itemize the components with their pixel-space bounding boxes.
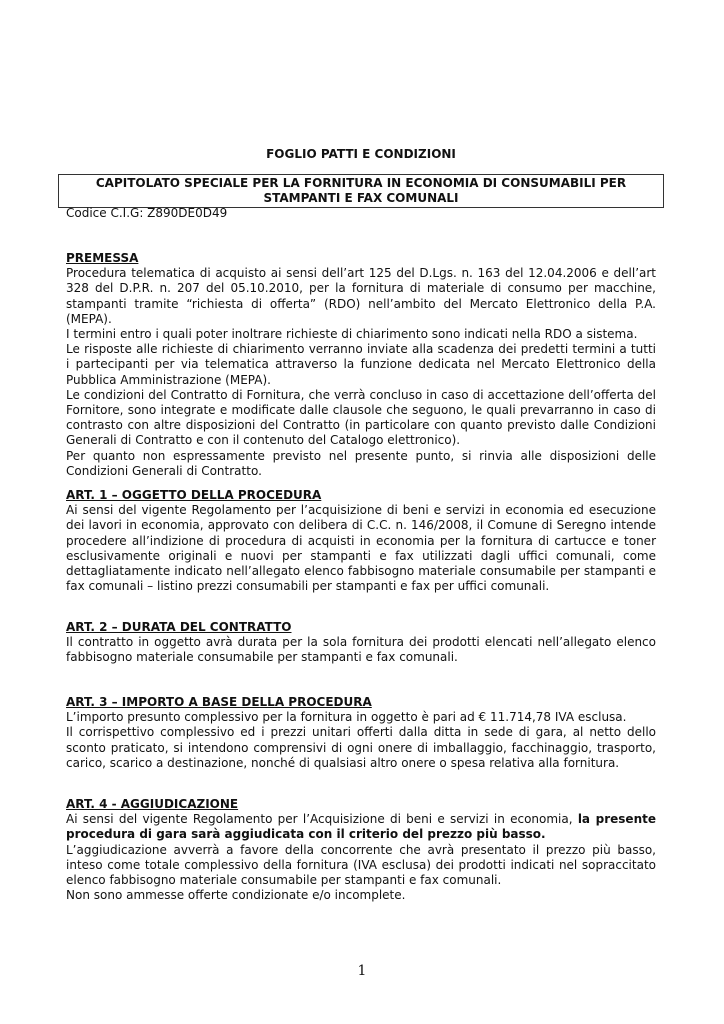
paragraph: Le condizioni del Contratto di Fornitura, che verrà concluso in caso di accettazione dell’offerta del Fornitore, sono integrate e modificate dalle clausole che seguono, le quali prevarranno in caso di contrasto con altre disposizioni del Contratto (in particolare con quanto previsto dalle Condizioni Generali di Contratto e con il contenuto del Catalogo elettronico). bbox=[66, 387, 656, 448]
page-number: 1 bbox=[357, 963, 367, 979]
section-art2 bbox=[66, 620, 656, 666]
bold-text: la presente procedura di gara sarà aggiudicata con il criterio del prezzo più basso. bbox=[66, 812, 656, 842]
paragraph: I termini entro i quali poter inoltrare richieste di chiarimento sono indicati nella RDO a sistema. bbox=[66, 327, 638, 342]
section-art4 bbox=[66, 797, 656, 903]
section-heading: ART. 4 - AGGIUDICAZIONE bbox=[66, 797, 239, 811]
section-heading: ART. 1 – OGGETTO DELLA PROCEDURA bbox=[66, 488, 322, 502]
section-heading: ART. 3 – IMPORTO A BASE DELLA PROCEDURA bbox=[66, 695, 372, 709]
paragraph: Procedura telematica di acquisto ai sensi dell’art 125 del D.Lgs. n. 163 del 12.04.2006 e dell’art 328 del D.P.R. n. 207 del 05.10.2010, per la fornitura di materiale di consumo per macchine, stampanti tramite “richiesta di offerta” (RDO) nell’ambito del Mercato Elettronico della P.A. (MEPA). bbox=[66, 266, 656, 326]
paragraph: Il contratto in oggetto avrà durata per la sola fornitura dei prodotti elencati nell’allegato elenco fabbisogno materiale consumabile per stampanti e fax comunali. bbox=[66, 635, 656, 665]
section-art1 bbox=[66, 488, 656, 594]
paragraph-text: Ai sensi del vigente Regolamento per l’Acquisizione di beni e servizi in economia, bbox=[66, 812, 578, 827]
paragraph: Il corrispettivo complessivo ed i prezzi unitari offerti dalla ditta in sede di gara, al netto dello sconto praticato, si intendono comprensivi di ogni onere di imballaggio, facchinaggio, trasporto, carico, scarico a destinazione, nonché di qualsiasi altro onere o spesa relativa alla fornitura. bbox=[66, 725, 656, 770]
paragraph: L’aggiudicazione avverrà a favore della concorrente che avrà presentato il prezzo più basso, inteso come totale complessivo della fornitura (IVA esclusa) dei prodotti indicati nel sopraccitato elenco fabbisogno materiale consumabile per stampanti e fax comunali. bbox=[66, 842, 656, 888]
section-premessa bbox=[66, 251, 656, 479]
section-body bbox=[66, 266, 656, 479]
paragraph: L’importo presunto complessivo per la fornitura in oggetto è pari ad € 11.714,78 IVA esclusa. bbox=[66, 710, 627, 725]
section-body bbox=[66, 812, 656, 903]
section-art3 bbox=[66, 695, 656, 771]
paragraph: Non sono ammesse offerte condizionate e/o incomplete. bbox=[66, 888, 406, 903]
section-body bbox=[66, 503, 656, 594]
paragraph: Le risposte alle richieste di chiarimento verranno inviate alla scadenza dei predetti termini a tutti i partecipanti per via telematica attraverso la funzione dedicata nel Mercato Elettronico della Pubblica Amministrazione (MEPA). bbox=[66, 342, 656, 387]
section-heading: PREMESSA bbox=[66, 251, 139, 265]
boxed-subtitle: CAPITOLATO SPECIALE PER LA FORNITURA IN ECONOMIA DI CONSUMABILI PER STAMPANTI E FAX COMUNALI bbox=[58, 174, 664, 208]
cig-code: Codice C.I.G: Z890DE0D49 bbox=[66, 206, 228, 220]
paragraph: Ai sensi del vigente Regolamento per l’acquisizione di beni e servizi in economia ed esecuzione dei lavori in economia, approvato con delibera di C.C. n. 146/2008, il Comune di Seregno intende procedere all’indizione di procedura di acquisti in economia per la fornitura di cartucce e toner esclusivamente originali e nuovi per stampanti e fax utilizzati dagli uffici comunali, come dettagliatamente indicato nell’allegato elenco fabbisogno materiale consumabile per stampanti e fax comunali – listino prezzi consumabili per stampanti e fax per uffici comunali. bbox=[66, 503, 656, 594]
paragraph bbox=[66, 812, 656, 842]
paragraph: Per quanto non espressamente previsto nel presente punto, si rinvia alle disposizioni delle Condizioni Generali di Contratto. bbox=[66, 448, 656, 478]
section-body bbox=[66, 635, 656, 665]
section-heading: ART. 2 – DURATA DEL CONTRATTO bbox=[66, 620, 292, 634]
document-title: FOGLIO PATTI E CONDIZIONI bbox=[266, 147, 456, 161]
section-body bbox=[66, 710, 656, 771]
